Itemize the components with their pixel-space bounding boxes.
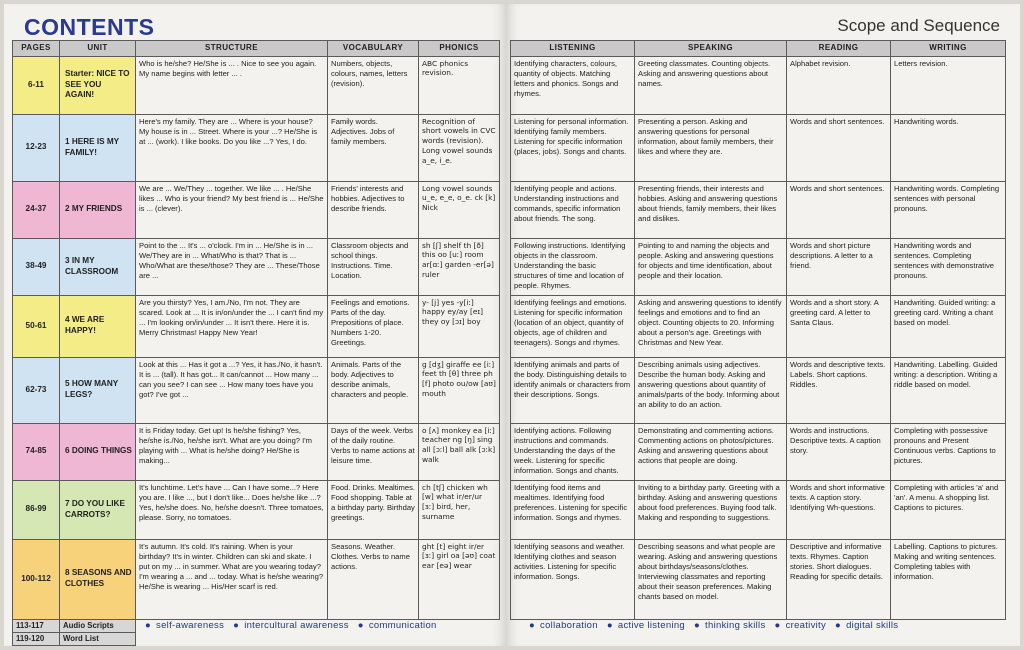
unit-name: Starter: NICE TO SEE YOU AGAIN! [60,56,136,114]
contents-row [13,423,500,480]
vocabulary-cell: Classroom objects and school things. Instructions. Time. Location. [328,238,419,295]
contents-header-row [13,41,500,57]
reading-cell: Descriptive and informative texts. Rhymes. Caption stories. Short dialogues. Reading for specific details. [787,539,891,619]
writing-cell: Handwriting words. [891,114,1006,181]
vocabulary-cell: Feelings and emotions. Parts of the day. Prepositions of place. Numbers 1-20. Greetings. [328,295,419,357]
extra-label: Audio Scripts [60,619,136,632]
bullet-icon: ● [145,620,152,631]
bullet-icon: ● [694,620,701,631]
unit-pages: 6-11 [13,56,60,114]
header-writing: WRITING [891,41,1006,57]
listening-cell: Identifying characters, colours, quantity of objects. Matching letters and phonics. Songs and rhymes. [511,56,635,114]
scope-row [511,480,1006,539]
scope-row [511,114,1006,181]
unit-name: 5 HOW MANY LEGS? [60,357,136,423]
reading-cell: Words and short sentences. [787,114,891,181]
structure-cell: It is Friday today. Get up! Is he/she fishing? Yes, he/she is./No, he/she isn't. What are you doing? I'm playing with ... What is he/she doing? He/She is making... [136,423,328,480]
listening-cell: Listening for personal information. Identifying family members. Listening for specific information (places, jobs). Songs and chants. [511,114,635,181]
unit-pages: 62-73 [13,357,60,423]
speaking-cell: Pointing to and naming the objects and people. Asking and answering questions for objects and time identification, about people and their location. [635,238,787,295]
phonics-cell: g [dʒ] giraffe ee [iː] feet th [θ] three ph [f] photo ou/ow [aʊ] mouth [419,357,500,423]
structure-cell: We are ... We/They ... together. We like ... . He/She likes ... Who is your friend? My best friend is ... He/She is ... (clever). [136,181,328,238]
reading-cell: Alphabet revision. [787,56,891,114]
structure-cell: Are you thirsty? Yes, I am./No, I'm not. They are scared. Look at ... It is in/on/under the ... I can't find my ... I'm looking on/in/under ... It isn't there. Here it is. Merry Christmas! Happy New Year! [136,295,328,357]
speaking-cell: Asking and answering questions to identify feelings and emotions and to find an object. Counting objects to 20. Informing about a person's age. Greetings with Christmas and New Year. [635,295,787,357]
unit-pages: 24-37 [13,181,60,238]
reading-cell: Words and descriptive texts. Labels. Short captions. Riddles. [787,357,891,423]
listening-cell: Identifying food items and mealtimes. Identifying food preferences. Listening for specific information. Songs and rhymes. [511,480,635,539]
unit-pages: 12-23 [13,114,60,181]
vocabulary-cell: Family words. Adjectives. Jobs of family members. [328,114,419,181]
contents-row [13,114,500,181]
listening-cell: Following instructions. Identifying objects in the classroom. Understanding the basic structures of time and location of people. Rhymes. [511,238,635,295]
contents-title: CONTENTS [24,14,155,40]
unit-name: 1 HERE IS MY FAMILY! [60,114,136,181]
scope-title: Scope and Sequence [837,16,1000,35]
phonics-cell: ABC phonics revision. [419,56,500,114]
unit-pages: 74-85 [13,423,60,480]
listening-cell: Identifying feelings and emotions. Listening for specific information (location of an object, quantity of objects, age of children and teenagers). Songs and rhymes. [511,295,635,357]
writing-cell: Handwriting. Labelling. Guided writing: a description. Writing a riddle based on model. [891,357,1006,423]
unit-pages: 50-61 [13,295,60,357]
writing-cell: Completing with articles 'a' and 'an'. A menu. A shopping list. Captions to pictures. [891,480,1006,539]
reading-cell: Words and short informative texts. A caption story. Identifying Wh-questions. [787,480,891,539]
contents-row [13,480,500,539]
header-phonics: PHONICS [419,41,500,57]
unit-name: 6 DOING THINGS [60,423,136,480]
unit-name: 2 MY FRIENDS [60,181,136,238]
structure-cell: It's lunchtime. Let's have ... Can I have some...? Here you are. I like ..., but I don't like... Does he/she like ...? Yes, he/she does. No, he/she doesn't. Three tomatoes, please. Sorry, no tomatoes. [136,480,328,539]
vocabulary-cell: Days of the week. Verbs of the daily routine. Verbs to name actions at leisure time. [328,423,419,480]
vocabulary-cell: Seasons. Weather. Clothes. Verbs to name actions. [328,539,419,619]
extra-label: Word List [60,632,136,645]
header-speaking: SPEAKING [635,41,787,57]
skill-label: communication [368,620,437,631]
skill-label: thinking skills [705,620,766,631]
bullet-icon: ● [357,620,364,631]
bullet-icon: ● [606,620,613,631]
writing-cell: Labelling. Captions to pictures. Making and writing sentences. Completing tables with information. [891,539,1006,619]
header-pages: PAGES [13,41,60,57]
scope-row [511,357,1006,423]
header-reading: READING [787,41,891,57]
vocabulary-cell: Animals. Parts of the body. Adjectives to describe animals, characters and people. [328,357,419,423]
contents-table [12,40,500,646]
contents-row [13,295,500,357]
header-listening: LISTENING [511,41,635,57]
phonics-cell: ch [tʃ] chicken wh [w] what ir/er/ur [ɜː] bird, her, surname [419,480,500,539]
skills-bar-left [136,620,437,631]
bullet-icon: ● [233,620,240,631]
listening-cell: Identifying seasons and weather. Identifying clothes and season activities. Listening for specific information. Songs. [511,539,635,619]
unit-pages: 100-112 [13,539,60,619]
bullet-icon: ● [774,620,781,631]
extra-pages: 119-120 [13,632,60,645]
unit-pages: 86-99 [13,480,60,539]
skills-bar-right [520,620,898,631]
bullet-icon: ● [835,620,842,631]
phonics-cell: Recognition of short vowels in CVC words (revision). Long vowel sounds a_e, i_e. [419,114,500,181]
bullet-icon: ● [529,620,536,631]
speaking-cell: Describing seasons and what people are wearing. Asking and answering questions about birthdays/seasons/clothes. Interviewing classmates and reporting about their season preferences. Making chants based on model. [635,539,787,619]
speaking-cell: Presenting a person. Asking and answering questions for personal information, about family members, their likes and where they are. [635,114,787,181]
listening-cell: Identifying people and actions. Understanding instructions and commands, specific information about friends. The song. [511,181,635,238]
phonics-cell: ght [t] eight ir/er [ɜː] girl oa [əʊ] coat ear [eə] wear [419,539,500,619]
writing-cell: Handwriting words and sentences. Completing sentences with demonstrative pronouns. [891,238,1006,295]
unit-name: 3 IN MY CLASSROOM [60,238,136,295]
reading-cell: Words and short sentences. [787,181,891,238]
speaking-cell: Greeting classmates. Counting objects. Asking and answering questions about names. [635,56,787,114]
speaking-cell: Demonstrating and commenting actions. Commenting actions on photos/pictures. Asking and answering questions about actions that people are doing. [635,423,787,480]
phonics-cell: Long vowel sounds u_e, e_e, o_e. ck [k] Nick [419,181,500,238]
writing-cell: Completing with possessive pronouns and Present Continuous verbs. Captions to pictures. [891,423,1006,480]
scope-row [511,56,1006,114]
contents-row [13,56,500,114]
blank-cell [136,632,500,645]
contents-row [13,357,500,423]
writing-cell: Letters revision. [891,56,1006,114]
skill-label: digital skills [846,620,899,631]
structure-cell: Look at this ... Has it got a ...? Yes, it has./No, it hasn't. It is ... (tall). It has got... It can/cannot ... How many ... can you see? I can see ... How many toes have you got? I've got ... [136,357,328,423]
structure-cell: Point to the ... It's ... o'clock. I'm in ... He/She is in ... We/They are in ... What/Who is that? That is ... Who/What are these/those? They are ... These/Those are ... [136,238,328,295]
contents-row [13,181,500,238]
structure-cell: It's autumn. It's cold. It's raining. When is your birthday? It's in winter. Children can ski and skate. I put on my ... in summer. What are you wearing today? I'm wearing a ... and ... today. What is he/she wearing? He/She is wearing ... His/Her scarf is red. [136,539,328,619]
vocabulary-cell: Food. Drinks. Mealtimes. Food shopping. Table at a birthday party. Birthday greetings. [328,480,419,539]
skill-label: intercultural awareness [244,620,349,631]
reading-cell: Words and instructions. Descriptive texts. A caption story. [787,423,891,480]
unit-name: 7 DO YOU LIKE CARROTS? [60,480,136,539]
unit-pages: 38-49 [13,238,60,295]
scope-row [511,423,1006,480]
listening-cell: Identifying animals and parts of the body. Distinguishing details to identify animals or characters from their descriptions. Songs. [511,357,635,423]
header-vocabulary: VOCABULARY [328,41,419,57]
extra-row [13,632,500,645]
phonics-cell: sh [ʃ] shelf th [ð] this oo [uː] room ar[ɑː] garden -er[ə] ruler [419,238,500,295]
reading-cell: Words and a short story. A greeting card. A letter to Santa Claus. [787,295,891,357]
scope-header-row [511,41,1006,57]
contents-row [13,238,500,295]
header-structure: STRUCTURE [136,41,328,57]
speaking-cell: Inviting to a birthday party. Greeting with a birthday. Asking and answering questions about food preferences. Buying food talk. Making and responding to suggestions. [635,480,787,539]
contents-row [13,539,500,619]
skill-label: active listening [617,620,685,631]
unit-name: 8 SEASONS AND CLOTHES [60,539,136,619]
skill-label: self-awareness [156,620,225,631]
scope-row [511,295,1006,357]
reading-cell: Words and short picture descriptions. A letter to a friend. [787,238,891,295]
vocabulary-cell: Friends' interests and hobbies. Adjectives to describe friends. [328,181,419,238]
writing-cell: Handwriting words. Completing sentences with personal pronouns. [891,181,1006,238]
phonics-cell: y- [j] yes -y[iː] happy ey/ay [eɪ] they oy [ɔɪ] boy [419,295,500,357]
speaking-cell: Describing animals using adjectives. Describe the human body. Asking and answering questions about quantity of animals/parts of the body. Informing about an ability to do an action. [635,357,787,423]
speaking-cell: Presenting friends, their interests and hobbies. Asking and answering questions about friends, family members, their likes and dislikes. [635,181,787,238]
scope-row [511,539,1006,619]
structure-cell: Here's my family. They are ... Where is your house? My house is in ... Street. Where is your ...? He/She is at ... (work). I like books. Do you like ...? Yes, I do. [136,114,328,181]
structure-cell: Who is he/she? He/She is ... . Nice to see you again. My name begins with letter ... . [136,56,328,114]
header-unit: UNIT [60,41,136,57]
scope-row [511,238,1006,295]
scope-row [511,181,1006,238]
vocabulary-cell: Numbers, objects, colours, names, letters (revision). [328,56,419,114]
listening-cell: Identifying actions. Following instructions and commands. Understanding the days of the week. Listening for specific information. Songs and chants. [511,423,635,480]
writing-cell: Handwriting. Guided writing: a greeting card. Writing a chant based on model. [891,295,1006,357]
skill-label: creativity [785,620,827,631]
extra-pages: 113-117 [13,619,60,632]
phonics-cell: o [ʌ] monkey ea [iː] teacher ng [ŋ] sing all [ɔːl] ball alk [ɔːk] walk [419,423,500,480]
skill-label: collaboration [540,620,598,631]
scope-table [510,40,1006,620]
unit-name: 4 WE ARE HAPPY! [60,295,136,357]
